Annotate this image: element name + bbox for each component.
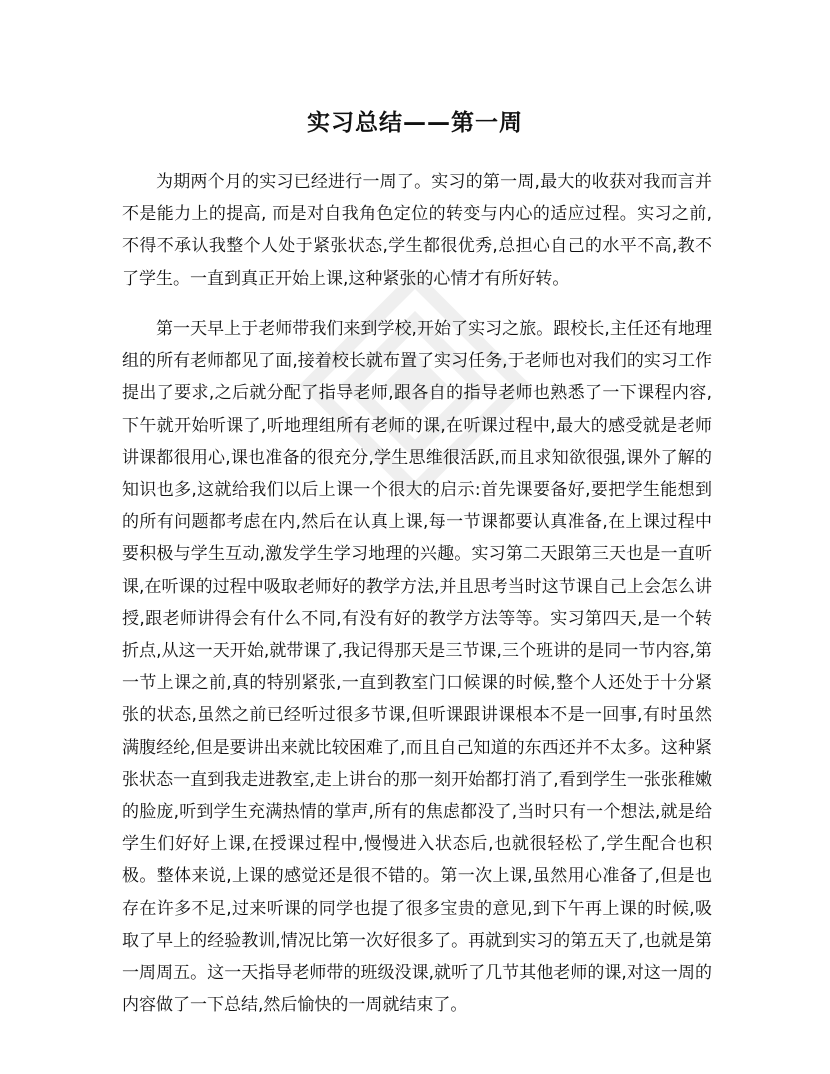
paragraph-2: 第一天早上于老师带我们来到学校,开始了实习之旅。跟校长,主任还有地理组的所有老师都见了面,接着校长就布置了实习任务,于老师也对我们的实习工作提出了要求,之后就分配了指导老师,跟各自的指导老师也熟悉了一下课程内容,下午就开始听课了,听地理组所有老师的课,在听课过程中,最大的感受就是老师讲课都很用心,课也准备的很充分,学生思维很活跃,而且求知欲很强,课外了解的知识也多,这就给我们以后上课一个很大的启示:首先课要备好,要把学生能想到的所有问题都考虑在内,然后在认真上课,每一节课都要认真准备,在上课过程中要积极与学生互动,激发学生学习地理的兴趣。实习第二天跟第三天也是一直听课,在听课的过程中吸取老师好的教学方法,并且思考当时这节课自己上会怎么讲授,跟老师讲得会有什么不同,有没有好的教学方法等等。实习第四天,是一个转折点,从这一天开始,就带课了,我记得那天是三节课,三个班讲的是同一节内容,第一节上课之前,真的特别紧张,一直到教室门口候课的时候,整个人还处于十分紧张的状态,虽然之前已经听过很多节课,但听课跟讲课根本不是一回事,有时虽然满腹经纶,但是要讲出来就比较困难了,而且自己知道的东西还并不太多。这种紧张状态一直到我走进教室,走上讲台的那一刻开始都打消了,看到学生一张张稚嫩的脸庞,听到学生充满热情的掌声,所有的焦虑都没了,当时只有一个想法,就是给学生们好好上课,在授课过程中,慢慢进入状态后,也就很轻松了,学生配合也积极。整体来说,上课的感觉还是很不错的。第一次上课,虽然用心准备了,但是也存在许多不足,过来听课的同学也提了很多宝贵的意见,到下午再上课的时候,吸取了早上的经验教训,情况比第一次好很多了。再就到实习的第五天了,也就是第一周周五。这一天指导老师带的班级没课,就听了几节其他老师的课,对这一周的内容做了一下总结,然后愉快的一周就结束了。 <box>122 319 712 1016</box>
document-title: 实习总结——第一周 <box>307 110 523 136</box>
paragraph-1: 为期两个月的实习已经进行一周了。实习的第一周,最大的收获对我而言并不是能力上的提高, 而是对自我角色定位的转变与内心的适应过程。实习之前,不得不承认我整个人处于紧张状态,学生都很优秀,总担心自己的水平不高,教不了学生。一直到真正开始上课,这种紧张的心情才有所好转。 <box>122 172 712 289</box>
